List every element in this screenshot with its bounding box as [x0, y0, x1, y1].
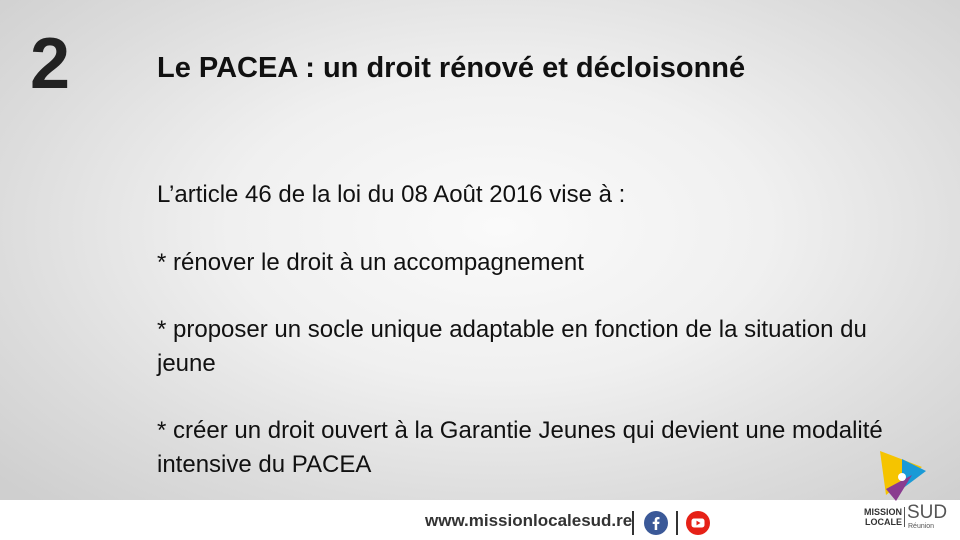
divider	[632, 511, 634, 535]
youtube-icon[interactable]	[686, 511, 710, 535]
divider	[676, 511, 678, 535]
logo-line2: LOCALE	[865, 517, 902, 527]
intro-text: L’article 46 de la loi du 08 Août 2016 vise à :	[157, 181, 626, 208]
logo-brand: SUD	[907, 502, 948, 523]
slide-title: Le PACEA : un droit rénové et décloisonné	[157, 52, 746, 84]
slide-number: 2	[30, 24, 71, 104]
logo-region: Réunion	[908, 523, 935, 530]
bullet-item: * rénover le droit à un accompagnement	[157, 249, 584, 276]
facebook-icon[interactable]	[644, 511, 668, 535]
bullet-item: * proposer un socle unique adaptable en fonction de la situation du jeune	[157, 316, 867, 377]
bullet-item: * créer un droit ouvert à la Garantie Jeunes qui devient une modalité intensive du PACEA	[157, 417, 883, 478]
logo-line1: MISSION	[863, 507, 902, 517]
logo-separator	[904, 507, 905, 527]
logo-text-left	[852, 507, 902, 527]
logo-mark-icon	[872, 445, 932, 505]
website-link[interactable]: www.missionlocalesud.re	[425, 511, 633, 530]
mission-locale-logo	[852, 445, 952, 535]
